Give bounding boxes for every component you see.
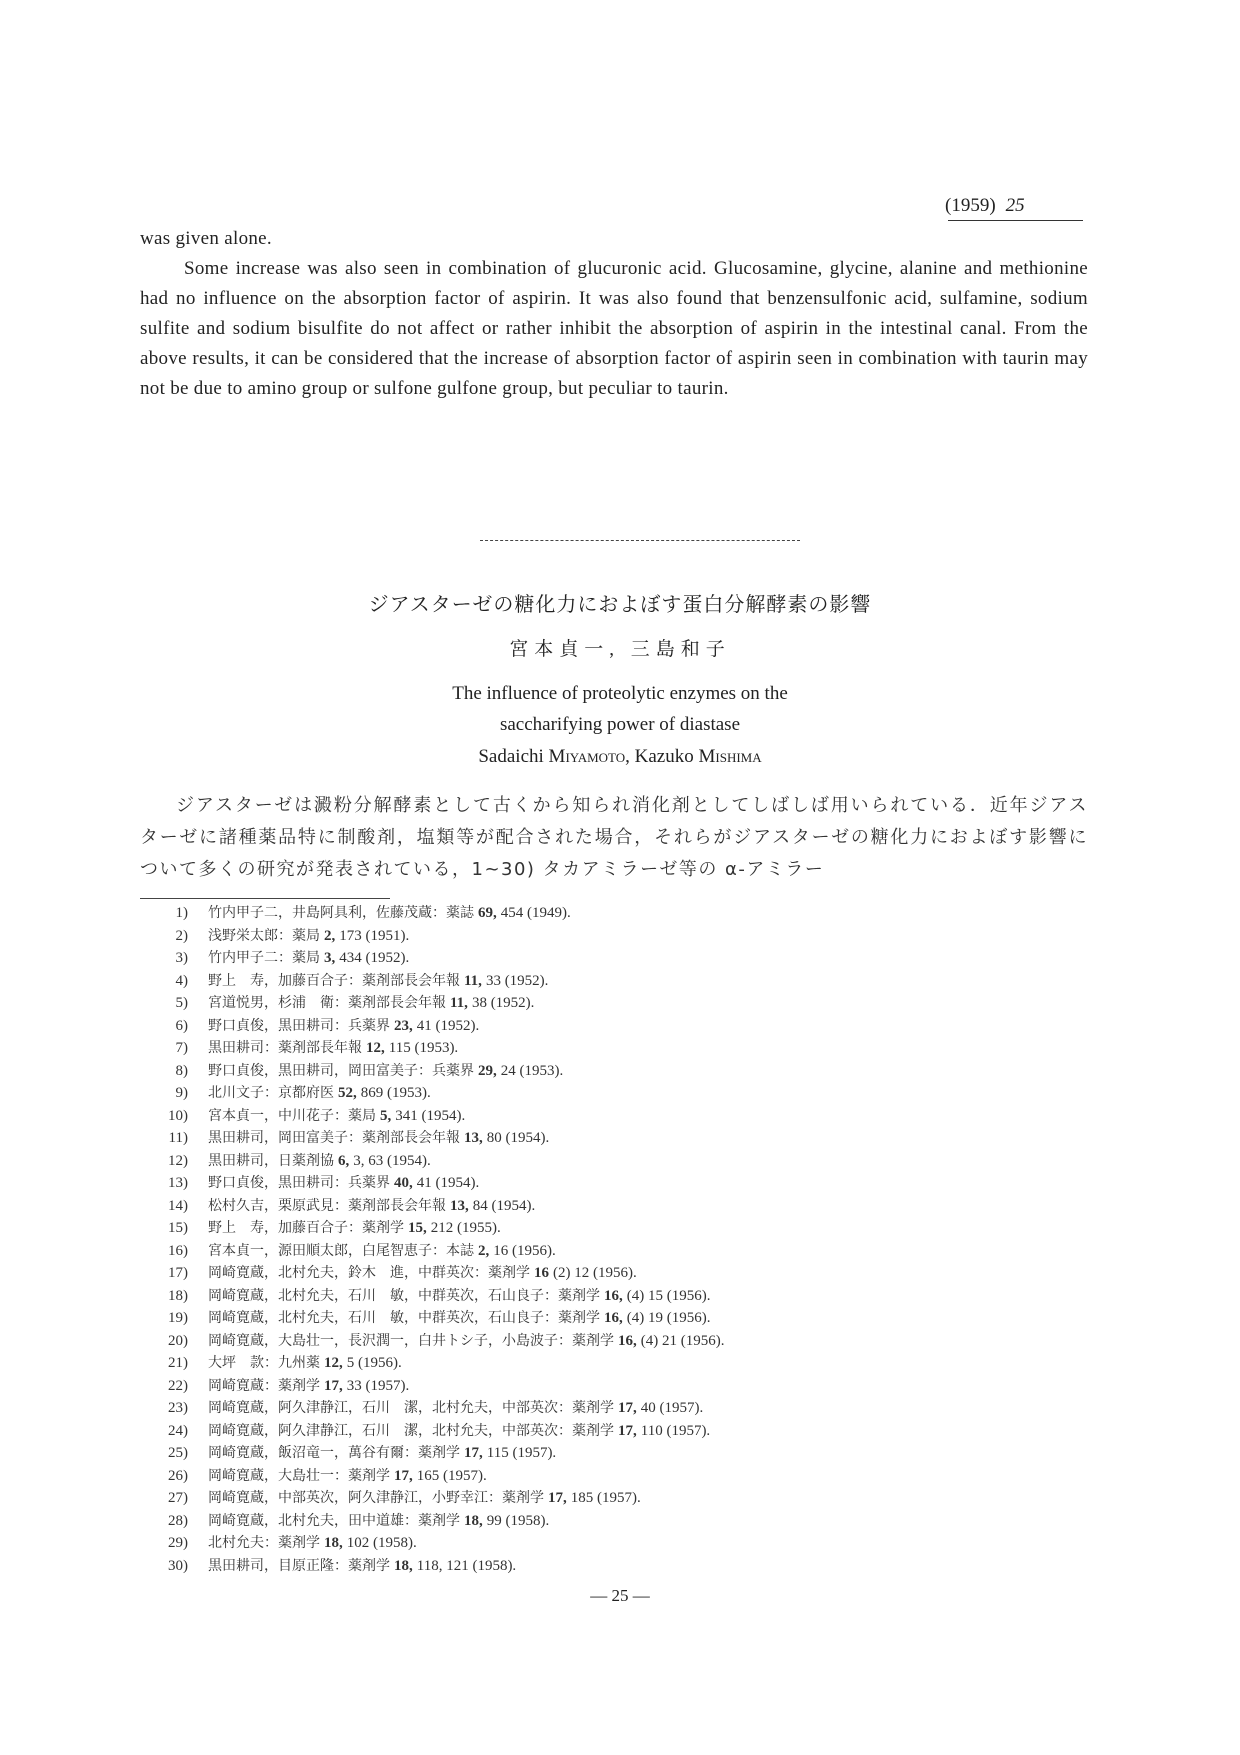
reference-item <box>140 1105 724 1128</box>
reference-number: 7) <box>175 1040 188 1056</box>
reference-authors: 浅野栄太郎：薬局 <box>208 927 320 944</box>
author1-first: Sadaichi <box>478 746 544 767</box>
reference-authors: 宮本貞一，中川花子：薬局 <box>208 1107 376 1124</box>
article-title-jp: ジアスターゼの糖化力におよぼす蛋白分解酵素の影響 <box>368 594 872 616</box>
reference-volume: 11, <box>464 972 482 989</box>
reference-number: 17) <box>168 1265 188 1281</box>
reference-volume: 2, <box>324 927 336 944</box>
reference-item <box>140 1262 724 1285</box>
reference-pages: (4) 19 (1956). <box>626 1310 711 1326</box>
reference-number: 9) <box>175 1085 188 1101</box>
reference-volume: 12, <box>324 1355 343 1371</box>
reference-item <box>140 1082 724 1105</box>
reference-number: 22) <box>168 1377 188 1394</box>
reference-pages: 24 (1953). <box>500 1062 564 1079</box>
reference-volume: 16, <box>618 1332 637 1349</box>
reference-item <box>140 1397 724 1420</box>
reference-volume: 5, <box>380 1107 392 1124</box>
reference-item <box>140 1307 724 1330</box>
reference-item <box>140 1510 724 1533</box>
reference-number: 6) <box>175 1017 188 1034</box>
reference-number: 10) <box>168 1107 188 1124</box>
reference-authors: 岡崎寛蔵，北村允夫，田中道雄：薬剤学 <box>208 1512 460 1529</box>
reference-authors: 北川文子：京都府医 <box>208 1085 334 1101</box>
reference-pages: 80 (1954). <box>486 1130 550 1146</box>
reference-number: 15) <box>168 1220 188 1236</box>
reference-pages: (2) 12 (1956). <box>553 1265 637 1281</box>
reference-volume: 69, <box>478 905 497 921</box>
reference-pages: 40 (1957). <box>640 1400 704 1416</box>
reference-pages: 99 (1958). <box>486 1512 550 1529</box>
reference-authors: 野口貞俊，黒田耕司：兵薬界 <box>208 1017 390 1034</box>
reference-number: 11) <box>168 1130 188 1146</box>
reference-number: 23) <box>168 1400 188 1416</box>
reference-authors: 黒田耕司：薬剤部長年報 <box>208 1040 362 1056</box>
article-authors-jp: 宮本貞一, 三島和子 <box>509 639 731 660</box>
reference-number: 13) <box>168 1175 188 1191</box>
reference-number: 2) <box>175 927 188 944</box>
reference-pages: 165 (1957). <box>416 1467 487 1484</box>
reference-authors: 竹内甲子二，井島阿具利，佐藤茂蔵：薬誌 <box>208 905 474 921</box>
reference-volume: 17, <box>464 1445 483 1461</box>
reference-volume: 3, <box>324 950 336 966</box>
reference-pages: 3, 63 (1954). <box>353 1152 431 1169</box>
reference-number: 26) <box>168 1467 188 1484</box>
reference-authors: 宮道悦男，杉浦 衛：薬剤部長会年報 <box>208 995 446 1011</box>
reference-pages: 185 (1957). <box>570 1490 641 1506</box>
reference-item <box>140 1352 724 1375</box>
reference-item <box>140 1217 724 1240</box>
reference-item <box>140 1285 724 1308</box>
reference-volume: 23, <box>394 1017 413 1034</box>
reference-number: 30) <box>168 1557 188 1574</box>
reference-authors: 黒田耕司，目原正隆：薬剤学 <box>208 1557 390 1574</box>
reference-volume: 15, <box>408 1220 427 1236</box>
reference-list <box>140 902 724 1577</box>
reference-item <box>140 902 724 925</box>
reference-authors: 北村允夫：薬剤学 <box>208 1535 320 1551</box>
reference-item <box>140 1150 724 1173</box>
reference-volume: 16 <box>534 1265 549 1281</box>
reference-authors: 岡崎寛蔵，飯沼竜一，萬谷有爾：薬剤学 <box>208 1445 460 1461</box>
reference-pages: 454 (1949). <box>500 905 571 921</box>
reference-pages: 341 (1954). <box>395 1107 466 1124</box>
reference-pages: 38 (1952). <box>471 995 535 1011</box>
english-summary <box>140 224 1088 404</box>
reference-volume: 52, <box>338 1085 357 1101</box>
reference-authors: 宮本貞一，源田順太郎，白尾智恵子：本誌 <box>208 1242 474 1259</box>
reference-pages: 33 (1957). <box>346 1377 410 1394</box>
reference-number: 8) <box>175 1062 188 1079</box>
reference-number: 14) <box>168 1197 188 1214</box>
reference-number: 18) <box>168 1287 188 1304</box>
reference-volume: 11, <box>450 995 468 1011</box>
reference-authors: 岡崎寛蔵，北村允夫，石川 敏，中群英次，石山良子：薬剤学 <box>208 1310 600 1326</box>
reference-authors: 大坪 款：九州薬 <box>208 1355 320 1371</box>
reference-item <box>140 1532 724 1555</box>
reference-number: 3) <box>175 950 188 966</box>
reference-volume: 12, <box>366 1040 385 1056</box>
reference-pages: 110 (1957). <box>640 1422 711 1439</box>
reference-number: 12) <box>168 1152 188 1169</box>
reference-pages: 5 (1956). <box>346 1355 402 1371</box>
reference-number: 21) <box>168 1355 188 1371</box>
reference-number: 25) <box>168 1445 188 1461</box>
reference-volume: 29, <box>478 1062 497 1079</box>
header-rule <box>948 220 1083 221</box>
reference-volume: 17, <box>618 1422 637 1439</box>
reference-volume: 18, <box>464 1512 483 1529</box>
reference-volume: 17, <box>324 1377 343 1394</box>
reference-authors: 岡崎寛蔵，阿久津静江，石川 潔，北村允夫，中部英次：薬剤学 <box>208 1400 614 1416</box>
article-title-en-line1: The influence of proteolytic enzymes on the <box>452 683 788 704</box>
reference-authors: 黒田耕司，日薬剤協 <box>208 1152 334 1169</box>
reference-item <box>140 1420 724 1443</box>
reference-item <box>140 1330 724 1353</box>
running-header <box>945 195 1025 217</box>
reference-item <box>140 992 724 1015</box>
reference-volume: 17, <box>394 1467 413 1484</box>
reference-item <box>140 1442 724 1465</box>
reference-volume: 13, <box>450 1197 469 1214</box>
reference-item <box>140 1060 724 1083</box>
reference-authors: 黒田耕司，岡田富美子：薬剤部長会年報 <box>208 1130 460 1146</box>
reference-pages: 173 (1951). <box>339 927 410 944</box>
reference-pages: 33 (1952). <box>485 972 549 989</box>
summary-paragraph: Some increase was also seen in combination of glucuronic acid. Glucosamine, glycine, alanine and methionine had no influence on the absorption factor of aspirin. It was also found that benzensulfonic acid, sulfamine, sodium sulfite and sodium bisulfite do not affect or rather inhibit the absorption of aspirin in the intestinal canal. From the above results, it can be considered that the increase of absorption factor of aspirin seen in combination with taurin may not be due to amino group or sulfone gulfone group, but peculiar to taurin. <box>140 258 1088 399</box>
reference-item <box>140 970 724 993</box>
reference-number: 5) <box>175 995 188 1011</box>
reference-pages: (4) 21 (1956). <box>640 1332 725 1349</box>
reference-item <box>140 1127 724 1150</box>
reference-authors: 岡崎寛蔵，阿久津静江，石川 潔，北村允夫，中部英次：薬剤学 <box>208 1422 614 1439</box>
header-year: (1959) <box>945 195 996 216</box>
reference-item <box>140 1172 724 1195</box>
reference-pages: 115 (1957). <box>486 1445 557 1461</box>
reference-item <box>140 1555 724 1578</box>
reference-item <box>140 1375 724 1398</box>
reference-authors: 岡崎寛蔵，大島壮一，長沢潤一，白井トシ子，小島波子：薬剤学 <box>208 1332 614 1349</box>
reference-authors: 野上 寿，加藤百合子：薬剤学 <box>208 1220 404 1236</box>
reference-number: 28) <box>168 1512 188 1529</box>
reference-pages: 102 (1958). <box>346 1535 417 1551</box>
reference-item <box>140 1487 724 1510</box>
reference-volume: 18, <box>394 1557 413 1574</box>
reference-authors: 岡崎寛蔵，北村允夫，石川 敏，中群英次，石山良子：薬剤学 <box>208 1287 600 1304</box>
article-authors-en <box>0 746 1240 768</box>
reference-authors: 松村久吉，栗原武見：薬剤部長会年報 <box>208 1197 446 1214</box>
reference-volume: 16, <box>604 1310 623 1326</box>
reference-number: 27) <box>168 1490 188 1506</box>
reference-number: 1) <box>175 905 188 921</box>
reference-volume: 18, <box>324 1535 343 1551</box>
reference-volume: 17, <box>618 1400 637 1416</box>
reference-number: 20) <box>168 1332 188 1349</box>
reference-authors: 野口貞俊，黒田耕司，岡田富美子：兵薬界 <box>208 1062 474 1079</box>
reference-volume: 17, <box>548 1490 567 1506</box>
reference-authors: 竹内甲子二：薬局 <box>208 950 320 966</box>
reference-pages: 41 (1952). <box>416 1017 480 1034</box>
reference-pages: 869 (1953). <box>360 1085 431 1101</box>
reference-authors: 岡崎寛蔵，北村允夫，鈴木 進，中群英次：薬剤学 <box>208 1265 530 1281</box>
reference-volume: 6, <box>338 1152 350 1169</box>
reference-number: 24) <box>168 1422 188 1439</box>
page-number: — 25 — <box>590 1586 650 1605</box>
reference-pages: 115 (1953). <box>388 1040 459 1056</box>
article-body-jp: ジアスターゼは澱粉分解酵素として古くから知られ消化剤としてしばしば用いられている．近年ジアスターゼに諸種薬品特に制酸剤，塩類等が配合された場合，それらがジアスターゼの糖化力におよぼす影響について多くの研究が発表されている，1~30) タカアミラーゼ等の α-アミラー <box>140 795 1088 880</box>
author2-last: Mishima <box>698 746 762 767</box>
reference-number: 16) <box>168 1242 188 1259</box>
section-divider <box>480 540 800 541</box>
reference-pages: 434 (1952). <box>339 950 410 966</box>
reference-number: 19) <box>168 1310 188 1326</box>
reference-volume: 13, <box>464 1130 483 1146</box>
reference-pages: 212 (1955). <box>430 1220 501 1236</box>
reference-authors: 岡崎寛蔵：薬剤学 <box>208 1377 320 1394</box>
author1-last: Miyamoto, <box>548 746 630 767</box>
reference-item <box>140 1015 724 1038</box>
reference-item <box>140 947 724 970</box>
reference-pages: 84 (1954). <box>472 1197 536 1214</box>
reference-pages: 118, 121 (1958). <box>416 1557 517 1574</box>
reference-item <box>140 1240 724 1263</box>
reference-volume: 16, <box>604 1287 623 1304</box>
summary-line: was given alone. <box>140 228 272 249</box>
reference-pages: 16 (1956). <box>493 1242 556 1259</box>
reference-item <box>140 1037 724 1060</box>
reference-authors: 岡崎寛蔵，大島壮一：薬剤学 <box>208 1467 390 1484</box>
header-page: 25 <box>1005 195 1025 216</box>
reference-pages: (4) 15 (1956). <box>626 1287 711 1304</box>
reference-volume: 2, <box>478 1242 490 1259</box>
reference-authors: 野上 寿，加藤百合子：薬剤部長会年報 <box>208 972 460 989</box>
reference-item <box>140 925 724 948</box>
reference-authors: 野口貞俊，黒田耕司：兵薬界 <box>208 1175 390 1191</box>
footnote-rule <box>140 898 390 899</box>
reference-number: 29) <box>168 1535 188 1551</box>
author2-first: Kazuko <box>634 746 694 767</box>
reference-number: 4) <box>175 972 188 989</box>
article-title-en-line2: saccharifying power of diastase <box>499 714 741 735</box>
reference-item <box>140 1465 724 1488</box>
reference-item <box>140 1195 724 1218</box>
reference-volume: 40, <box>394 1175 413 1191</box>
reference-authors: 岡崎寛蔵，中部英次，阿久津静江，小野幸江：薬剤学 <box>208 1490 544 1506</box>
reference-pages: 41 (1954). <box>416 1175 480 1191</box>
